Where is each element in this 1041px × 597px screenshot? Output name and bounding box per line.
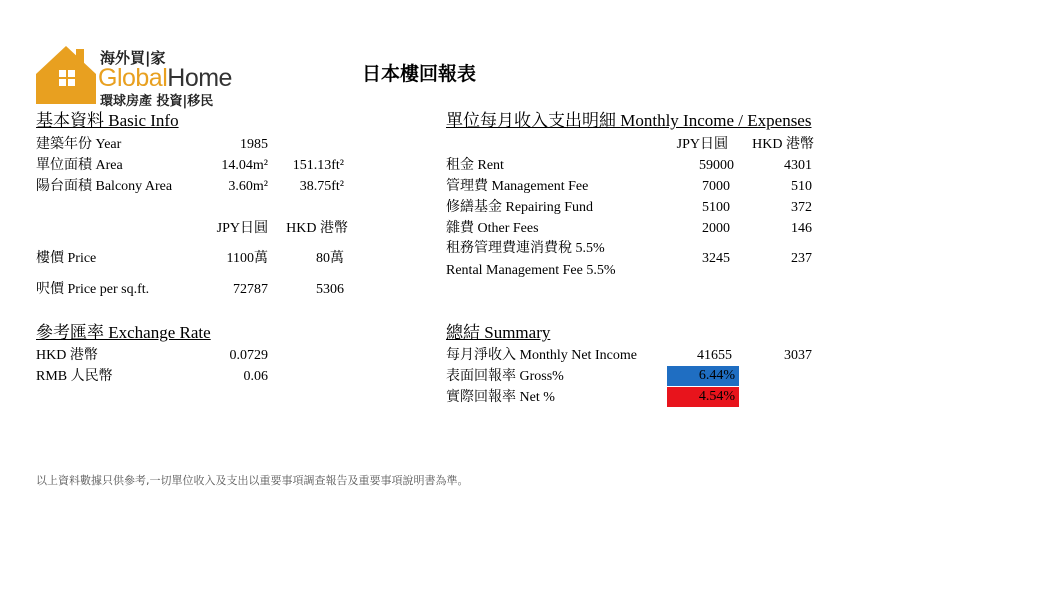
balcony-label: 陽台面積 Balcony Area xyxy=(36,179,173,194)
price-sqft-label: 呎價 Price per sq.ft. xyxy=(36,282,150,297)
exchange-header: 參考匯率 Exchange Rate xyxy=(36,323,211,342)
net-income-jpy: 41655 xyxy=(697,348,732,363)
rental-mgmt-jpy: 3245 xyxy=(702,251,730,266)
management-hkd: 510 xyxy=(791,179,812,194)
rental-mgmt-hkd: 237 xyxy=(791,251,812,266)
rent-hkd: 4301 xyxy=(784,158,812,173)
rent-label: 租金 Rent xyxy=(446,158,504,173)
price-label: 樓價 Price xyxy=(36,251,97,266)
gross-yield-value: 6.44% xyxy=(698,368,735,383)
gross-yield-cell xyxy=(667,366,739,386)
house-icon xyxy=(34,44,98,106)
net-income-label: 每月淨收入 Monthly Net Income xyxy=(446,348,637,363)
net-income-hkd: 3037 xyxy=(784,348,812,363)
year-value: 1985 xyxy=(240,137,268,152)
exchange-rmb-label: RMB 人民幣 xyxy=(36,369,113,384)
balcony-ft2: 38.75ft² xyxy=(299,179,344,194)
exchange-hkd-label: HKD 港幣 xyxy=(36,348,98,363)
globalhome-logo xyxy=(34,44,249,108)
area-ft2: 151.13ft² xyxy=(292,158,344,173)
repairing-jpy: 5100 xyxy=(702,200,730,215)
monthly-col-hkd: HKD 港幣 xyxy=(752,137,814,152)
rental-mgmt-label-en: Rental Management Fee 5.5% xyxy=(446,263,616,278)
monthly-col-jpy: JPY日圓 xyxy=(676,137,728,152)
net-yield-value: 4.54% xyxy=(698,389,735,404)
management-jpy: 7000 xyxy=(702,179,730,194)
disclaimer-text: 以上資料數據只供參考,一切單位收入及支出以重要事項調查報告及重要事項說明書為準。 xyxy=(36,474,469,487)
other-fees-jpy: 2000 xyxy=(702,221,730,236)
basic-col-jpy: JPY日圓 xyxy=(216,221,268,236)
net-yield-cell xyxy=(667,387,739,407)
repairing-label: 修繕基金 Repairing Fund xyxy=(446,200,593,215)
basic-info-header: 基本資料 Basic Info xyxy=(36,111,179,130)
page-title: 日本樓回報表 xyxy=(362,64,477,85)
management-label: 管理費 Management Fee xyxy=(446,179,589,194)
balcony-m2: 3.60m² xyxy=(228,179,268,194)
logo-wordmark-global: Global xyxy=(98,64,168,92)
rental-mgmt-label-cn: 租務管理費連消費稅 5.5% xyxy=(446,241,605,256)
basic-col-hkd: HKD 港幣 xyxy=(286,221,348,236)
area-m2: 14.04m² xyxy=(221,158,268,173)
price-sqft-jpy: 72787 xyxy=(233,282,268,297)
logo-wordmark xyxy=(98,64,232,93)
price-hkd: 80萬 xyxy=(316,251,344,266)
rent-jpy: 59000 xyxy=(699,158,734,173)
other-fees-label: 雜費 Other Fees xyxy=(446,221,539,236)
price-sqft-hkd: 5306 xyxy=(316,282,344,297)
summary-header: 總結 Summary xyxy=(446,323,551,342)
logo-chinese-top: 海外買|家 xyxy=(100,49,166,67)
logo-wordmark-home: Home xyxy=(167,64,232,92)
price-jpy: 1100萬 xyxy=(226,251,268,266)
logo-chinese-bottom: 環球房產 投資|移民 xyxy=(100,94,214,109)
exchange-rmb-value: 0.06 xyxy=(243,369,268,384)
monthly-header: 單位每月收入支出明細 Monthly Income / Expenses xyxy=(446,111,812,130)
exchange-hkd-value: 0.0729 xyxy=(229,348,268,363)
gross-yield-label: 表面回報率 Gross% xyxy=(446,369,564,384)
net-yield-label: 實際回報率 Net % xyxy=(446,390,555,405)
year-label: 建築年份 Year xyxy=(36,137,122,152)
repairing-hkd: 372 xyxy=(791,200,812,215)
area-label: 單位面積 Area xyxy=(36,158,123,173)
other-fees-hkd: 146 xyxy=(791,221,812,236)
